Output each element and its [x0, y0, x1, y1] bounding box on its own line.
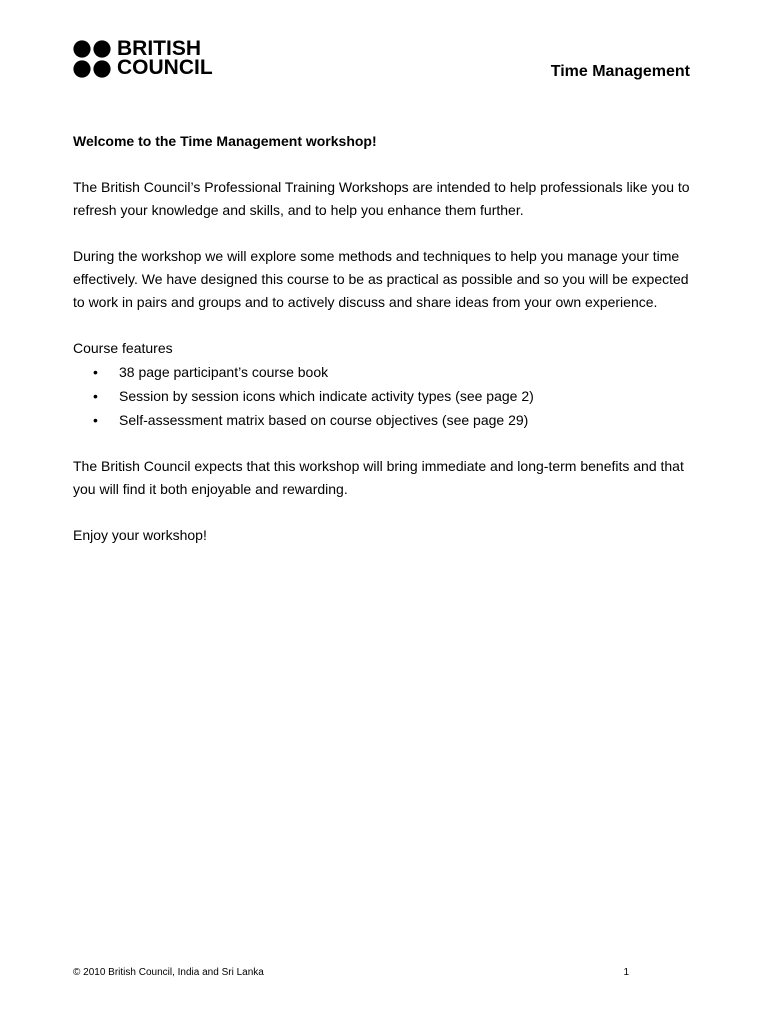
closing-line: Enjoy your workshop!: [73, 527, 207, 543]
bullet-icon: •: [93, 388, 98, 404]
list-item: [73, 360, 698, 384]
list-item: [73, 384, 698, 408]
intro-paragraph: The British Council’s Professional Training Workshops are intended to help professionals like you to refresh your knowledge and skills, and to help you enhance them further.: [73, 179, 690, 218]
page-number: 1: [623, 967, 629, 978]
list-item-text: Session by session icons which indicate activity types (see page 2): [119, 388, 534, 404]
document-body: [73, 130, 698, 570]
logo-wordmark: [117, 39, 213, 77]
bullet-icon: •: [93, 412, 98, 428]
bullet-icon: •: [93, 364, 98, 380]
document-title: Time Management: [550, 63, 690, 80]
list-item: [73, 408, 698, 432]
list-item-text: 38 page participant’s course book: [119, 364, 329, 380]
british-council-logo: [73, 37, 213, 79]
logo-line-1: BRITISH: [117, 37, 201, 60]
page-footer: [73, 967, 629, 978]
welcome-heading: Welcome to the Time Management workshop!: [73, 133, 377, 149]
logo-line-2: COUNCIL: [117, 56, 213, 79]
logo-dots-icon: [73, 40, 111, 78]
copyright-text: © 2010 British Council, India and Sri Lanka: [73, 967, 264, 978]
benefits-paragraph: The British Council expects that this workshop will bring immediate and long-term benefits and that you will find it both enjoyable and rewarding.: [73, 458, 684, 497]
list-item-text: Self-assessment matrix based on course objectives (see page 29): [119, 412, 529, 428]
workshop-paragraph: During the workshop we will explore some methods and techniques to help you manage your time effectively. We have designed this course to be as practical as possible and so you will be expected to work in pairs and groups and to actively discuss and share ideas from your own experience.: [73, 248, 689, 310]
features-title: Course features: [73, 340, 173, 356]
features-list: [73, 360, 698, 432]
